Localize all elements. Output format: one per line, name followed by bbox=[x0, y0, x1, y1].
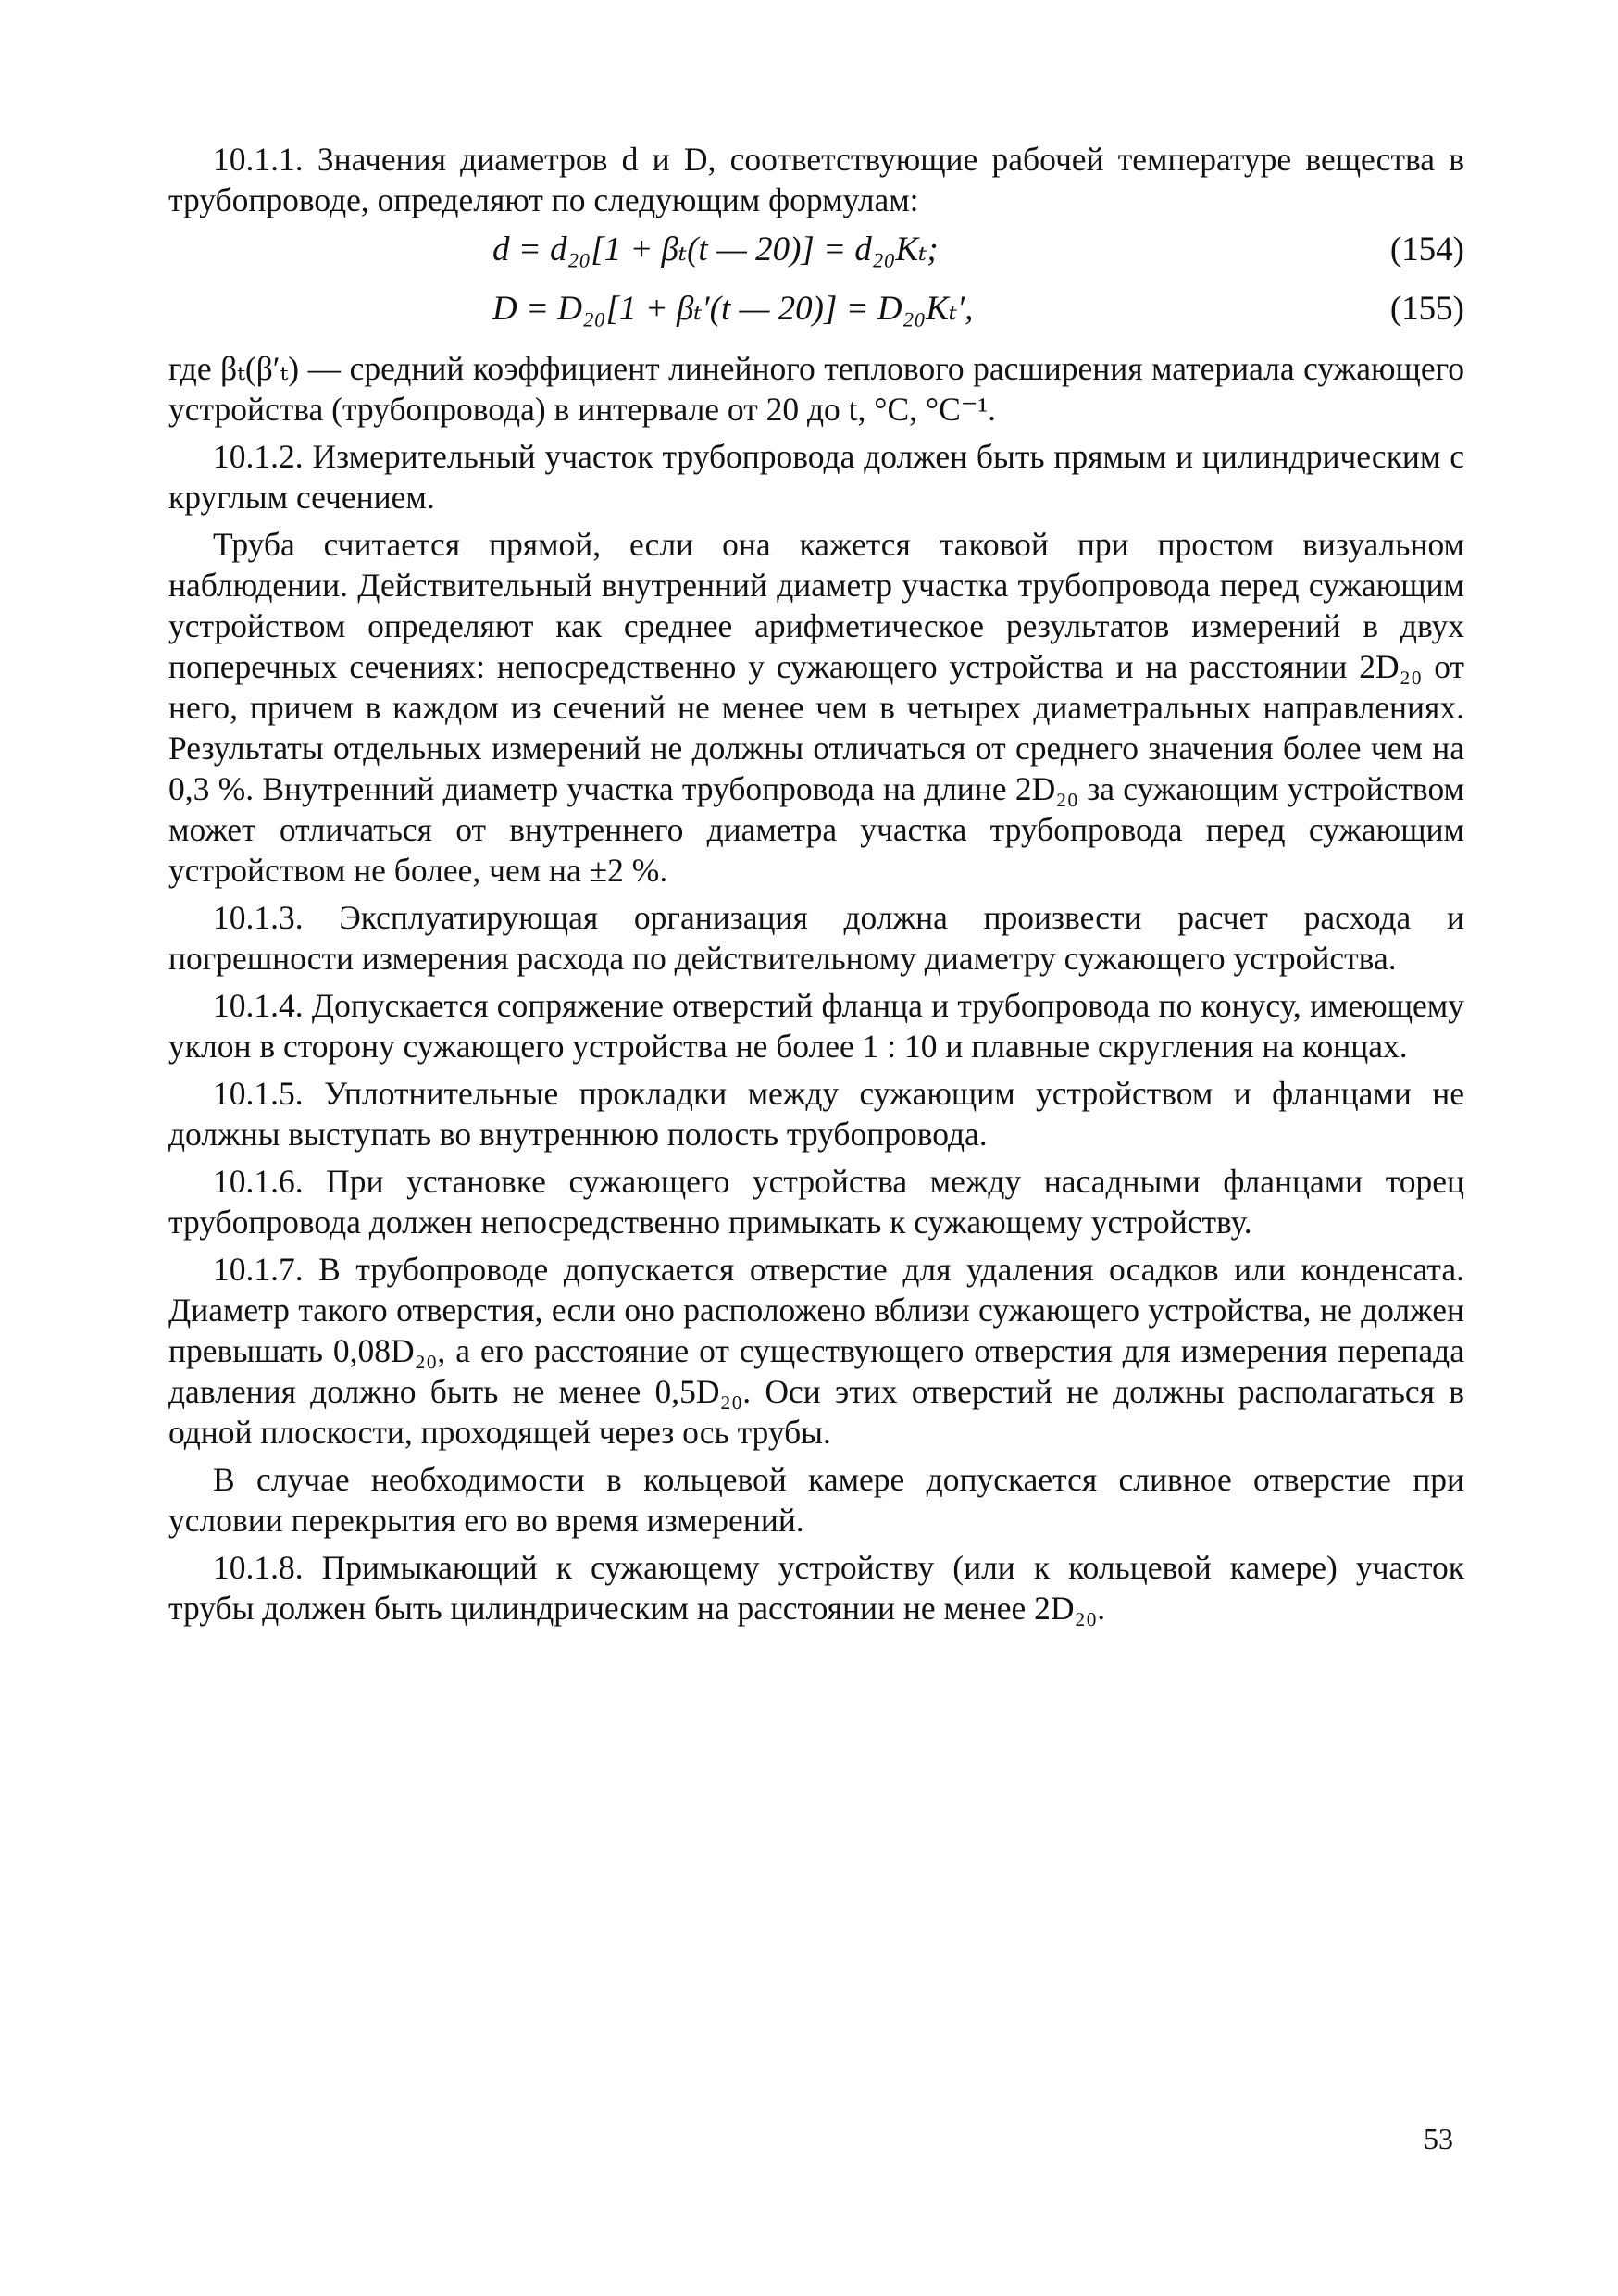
paragraph-10-1-2: 10.1.2. Измерительный участок трубопровода должен быть прямым и цилиндрическим с круглым сечением. bbox=[168, 438, 1464, 516]
paragraph-10-1-8: 10.1.8. Примыкающий к сужающему устройству (или к кольцевой камере) участок трубы должен быть цилиндрическим на расстоянии не менее 2D₂₀. bbox=[168, 1549, 1464, 1627]
formula-155-number: (155) bbox=[1389, 290, 1464, 328]
paragraph-10-1-6: 10.1.6. При установке сужающего устройства между насадными фланцами торец трубопровода должен непосредственно примыкать к сужающему устройству. bbox=[168, 1163, 1464, 1241]
paragraph-10-1-5: 10.1.5. Уплотнительные прокладки между сужающим устройством и фланцами не должны выступать во внутреннюю полость трубопровода. bbox=[168, 1075, 1464, 1153]
paragraph-drain-hole: В случае необходимости в кольцевой камере допускается сливное отверстие при условии перекрытия его во время измерений. bbox=[168, 1461, 1464, 1539]
paragraph-10-1-3: 10.1.3. Эксплуатирующая организация должна произвести расчет расхода и погрешности измерения расхода по действительному диаметру сужающего устройства. bbox=[168, 899, 1464, 977]
formula-155 bbox=[168, 289, 1464, 348]
paragraph-10-1-4: 10.1.4. Допускается сопряжение отверстий фланца и трубопровода по конусу, имеющему уклон в сторону сужающего устройства не более 1 : 10 и плавные скругления на концах. bbox=[168, 987, 1464, 1065]
formula-155-expression: D = D₂₀[1 + βₜ′(t — 20)] = D₂₀Kₜ′, bbox=[492, 290, 974, 328]
document-page bbox=[168, 139, 1464, 1635]
formula-154-number: (154) bbox=[1389, 231, 1464, 268]
paragraph-10-1-1: 10.1.1. Значения диаметров d и D, соответствующие рабочей температуре вещества в трубопроводе, определяют по следующим формулам: bbox=[168, 141, 1464, 218]
formula-154 bbox=[168, 230, 1464, 289]
paragraph-10-1-7: 10.1.7. В трубопроводе допускается отверстие для удаления осадков или конденсата. Диаметр такого отверстия, если оно расположено вблизи сужающего устройства, не должен превышать 0,08D₂₀, а его расстояние от существующего отверстия для измерения перепада давления должно быть не менее 0,5D₂₀. Оси этих отверстий не должны располагаться в одной плоскости, проходящей через ось трубы. bbox=[168, 1251, 1464, 1451]
formula-154-expression: d = d₂₀[1 + βₜ(t — 20)] = d₂₀Kₜ; bbox=[492, 231, 939, 268]
page-number: 53 bbox=[1424, 2122, 1453, 2155]
paragraph-straight-pipe: Труба считается прямой, если она кажется таковой при простом визуальном наблюдении. Действительный внутренний диаметр участка трубопровода перед сужающим устройством определяют как среднее арифметическое результатов измерений в двух поперечных сечениях: непосредственно у сужающего устройства и на расстоянии 2D₂₀ от него, причем в каждом из сечений не менее чем в четырех диаметральных направлениях. Результаты отдельных измерений не должны отличаться от среднего значения более чем на 0,3 %. Внутренний диаметр участка трубопровода на длине 2D₂₀ за сужающим устройством может отличаться от внутреннего диаметра участка трубопровода перед сужающим устройством не более, чем на ±2 %. bbox=[168, 526, 1464, 889]
paragraph-where: где βₜ(β′ₜ) — средний коэффициент линейного теплового расширения материала сужающего устройства (трубопровода) в интервале от 20 до t, °С, °С⁻¹. bbox=[168, 350, 1464, 428]
